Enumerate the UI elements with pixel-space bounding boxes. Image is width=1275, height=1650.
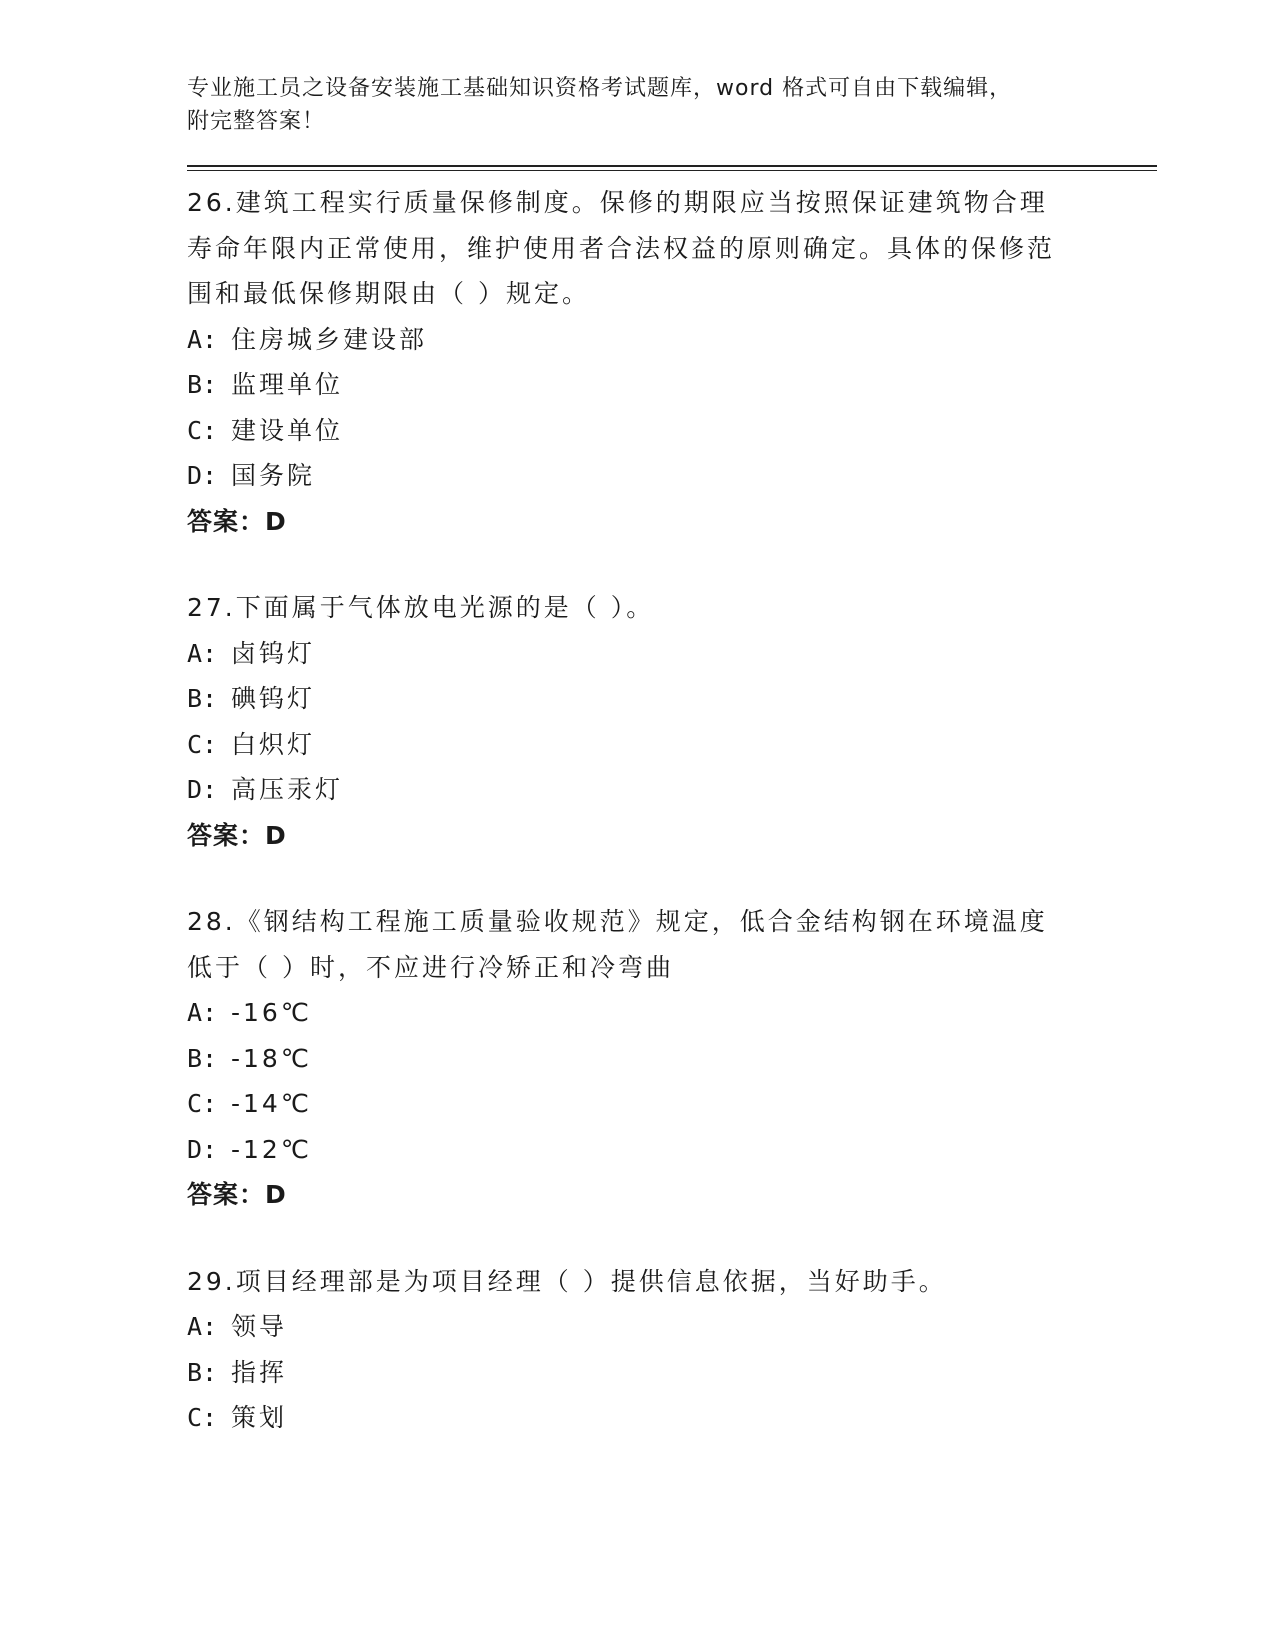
question-27	[187, 585, 1157, 858]
option-letter: C:	[187, 729, 218, 759]
question-26	[187, 180, 1157, 544]
option-text: -12℃	[231, 1134, 312, 1164]
option-c	[187, 722, 1157, 768]
option-text: 国务院	[231, 461, 316, 490]
answer-line: 答案：D	[187, 820, 287, 850]
option-c	[187, 408, 1157, 454]
option-b	[187, 362, 1157, 408]
option-letter: D:	[187, 461, 218, 490]
option-letter: B:	[187, 1357, 218, 1387]
answer-line: 答案：D	[187, 1180, 287, 1209]
option-letter: B:	[187, 1043, 218, 1073]
header-line-2: 附完整答案！	[187, 109, 326, 134]
header-line-1: 专业施工员之设备安装施工基础知识资格考试题库，word 格式可自由下载编辑，	[187, 76, 1013, 101]
option-letter: D:	[187, 1134, 218, 1164]
option-text: 建设单位	[231, 415, 344, 445]
option-text: 白炽灯	[231, 729, 316, 759]
option-text: 监理单位	[231, 370, 344, 399]
option-letter: C:	[187, 1403, 218, 1432]
option-letter: A:	[187, 998, 218, 1027]
option-letter: C:	[187, 415, 218, 445]
option-b	[187, 1350, 1157, 1396]
option-d	[187, 1127, 1157, 1173]
option-text: 高压汞灯	[231, 775, 344, 804]
option-letter: A:	[187, 324, 218, 354]
document-header	[187, 72, 1067, 138]
option-letter: A:	[187, 1312, 218, 1341]
option-d	[187, 767, 1157, 813]
option-letter: A:	[187, 638, 218, 668]
option-text: -18℃	[231, 1043, 312, 1073]
option-letter: D:	[187, 775, 218, 804]
option-letter: C:	[187, 1089, 218, 1118]
option-c	[187, 1081, 1157, 1127]
option-text: 指挥	[231, 1357, 288, 1387]
option-d	[187, 453, 1157, 499]
option-text: 卤钨灯	[231, 638, 316, 668]
header-divider	[187, 165, 1157, 171]
question-stem: 26.建筑工程实行质量保修制度。保修的期限应当按照保证建筑物合理寿命年限内正常使用，维护使用者合法权益的原则确定。具体的保修范围和最低保修期限由（ ）规定。	[187, 188, 1056, 308]
option-letter: B:	[187, 370, 218, 399]
question-list	[187, 180, 1157, 1441]
option-a	[187, 317, 1157, 363]
question-29	[187, 1259, 1157, 1441]
option-a	[187, 631, 1157, 677]
option-letter: B:	[187, 684, 218, 713]
option-text: -16℃	[231, 998, 312, 1027]
option-a	[187, 990, 1157, 1036]
option-text: 策划	[231, 1403, 288, 1432]
option-c	[187, 1395, 1157, 1441]
answer-line: 答案：D	[187, 506, 287, 536]
option-b	[187, 676, 1157, 722]
option-text: 住房城乡建设部	[231, 324, 428, 354]
question-stem: 29.项目经理部是为项目经理（ ）提供信息依据，当好助手。	[187, 1266, 947, 1296]
question-28	[187, 899, 1157, 1218]
document-page	[187, 72, 1157, 1482]
option-text: 领导	[231, 1312, 288, 1341]
option-text: -14℃	[231, 1089, 312, 1118]
option-a	[187, 1304, 1157, 1350]
option-b	[187, 1036, 1157, 1082]
question-stem: 28.《钢结构工程施工质量验收规范》规定，低合金结构钢在环境温度低于（ ）时，不应进行冷矫正和冷弯曲	[187, 907, 1048, 982]
question-stem: 27.下面属于气体放电光源的是（ ）。	[187, 593, 655, 622]
option-text: 碘钨灯	[231, 684, 316, 713]
